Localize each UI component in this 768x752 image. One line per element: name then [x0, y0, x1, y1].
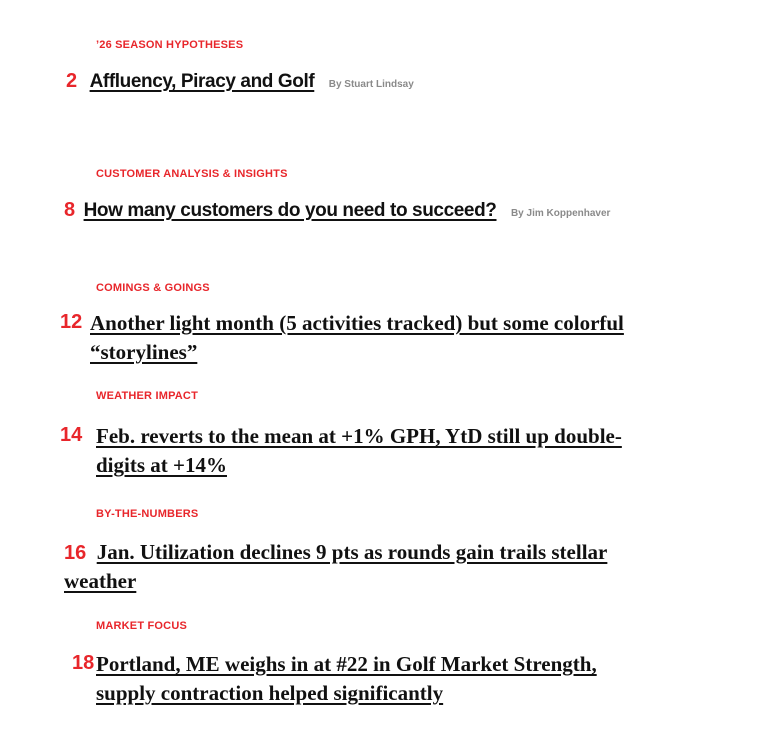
category-label-market-focus: MARKET FOCUS	[96, 620, 188, 632]
page-number: 8	[64, 199, 76, 221]
article-title-link[interactable]: Affluency, Piracy and Golf	[89, 71, 315, 92]
byline: By Jim Koppenhaver	[510, 208, 611, 219]
article-title-link-line2[interactable]: “storylines”	[90, 340, 198, 364]
category-label-weather-impact: WEATHER IMPACT	[96, 390, 198, 402]
byline: By Stuart Lindsay	[328, 79, 414, 90]
toc-entry-14[interactable]	[60, 422, 622, 480]
article-title-link-line1[interactable]: Portland, ME weighs in at #22 in Golf Market Strength,	[96, 652, 597, 676]
toc-entry-8[interactable]	[64, 199, 610, 222]
article-title-link-line1[interactable]: Jan. Utilization declines 9 pts as rounds gain trails stellar	[96, 540, 608, 564]
toc-entry-12[interactable]	[60, 309, 624, 367]
category-label-comings-goings: COMINGS & GOINGS	[96, 282, 210, 294]
page-number: 12	[60, 311, 83, 333]
page-number: 2	[66, 70, 78, 92]
category-label-by-the-numbers: BY-THE-NUMBERS	[96, 508, 199, 520]
article-title-link-line1[interactable]: Feb. reverts to the mean at +1% GPH, YtD still up double-	[96, 424, 622, 448]
article-title-link-line2[interactable]: supply contraction helped significantly	[96, 681, 444, 705]
article-title-link[interactable]: How many customers do you need to succeed?	[83, 200, 497, 221]
page-number: 18	[72, 652, 95, 674]
page-number: 14	[60, 424, 83, 446]
page-number: 16	[64, 542, 87, 564]
category-label-customer-analysis: CUSTOMER ANALYSIS & INSIGHTS	[96, 168, 288, 180]
category-label-season-hypotheses: ’26 SEASON HYPOTHESES	[96, 39, 244, 51]
toc-entry-18[interactable]	[72, 650, 597, 708]
toc-entry-2[interactable]	[66, 70, 414, 93]
article-title-link-line2[interactable]: weather	[64, 569, 137, 593]
toc-entry-16[interactable]	[64, 538, 607, 596]
article-title-link-line2[interactable]: digits at +14%	[96, 453, 227, 477]
article-title-link-line1[interactable]: Another light month (5 activities tracked) but some colorful	[90, 311, 624, 335]
